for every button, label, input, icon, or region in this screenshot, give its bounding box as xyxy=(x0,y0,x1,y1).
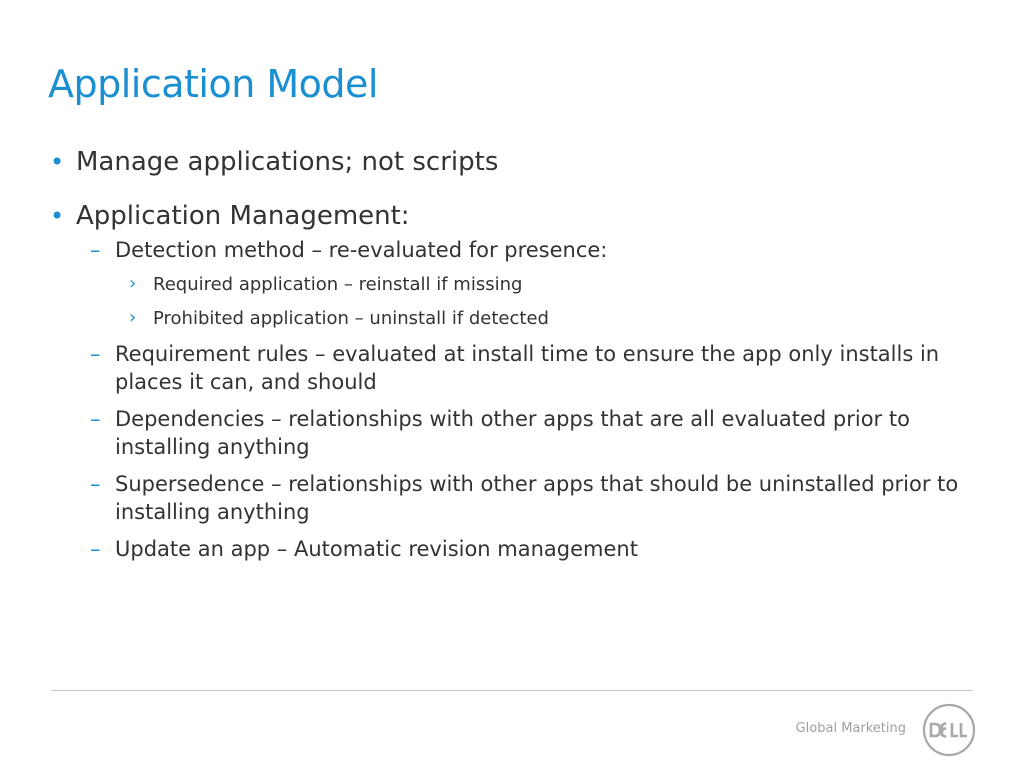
slide-title: Application Model xyxy=(48,62,378,106)
bullet-marker: • xyxy=(50,148,65,176)
sub-bullet-text: Supersedence – relationships with other apps that should be uninstalled prior to installing anything xyxy=(115,472,959,524)
dell-logo-icon xyxy=(922,703,976,757)
sub-bullet-item xyxy=(90,340,971,396)
sub-sub-bullet-text: Prohibited application – uninstall if detected xyxy=(153,308,549,329)
sub-bullet-text: Update an app – Automatic revision management xyxy=(115,537,638,561)
dash-marker: – xyxy=(90,537,101,561)
bullet-text: Application Management: xyxy=(76,201,410,231)
sub-bullet-text: Requirement rules – evaluated at install time to ensure the app only installs in places it can, and should xyxy=(115,342,940,394)
footer-divider xyxy=(51,690,973,691)
bullet-item xyxy=(48,200,978,232)
sub-bullet-item xyxy=(90,535,971,563)
bullet-list xyxy=(48,146,978,563)
bullet-text: Manage applications; not scripts xyxy=(76,147,499,177)
sub-bullet-item xyxy=(90,236,971,264)
sub-sub-bullet-text: Required application – reinstall if missing xyxy=(153,274,523,295)
sub-bullet-item xyxy=(90,470,971,526)
bullet-item xyxy=(48,146,978,178)
dash-marker: – xyxy=(90,342,101,366)
chevron-marker: › xyxy=(129,273,137,294)
dash-marker: – xyxy=(90,472,101,496)
dash-marker: – xyxy=(90,407,101,431)
sub-sub-bullet-item xyxy=(129,273,978,297)
bullet-marker: • xyxy=(50,202,65,230)
sub-bullet-text: Dependencies – relationships with other apps that are all evaluated prior to installing anything xyxy=(115,407,910,459)
footer-label: Global Marketing xyxy=(795,721,906,736)
dash-marker: – xyxy=(90,238,101,262)
sub-sub-bullet-item xyxy=(129,307,978,331)
sub-bullet-item xyxy=(90,405,971,461)
sub-bullet-text: Detection method – re-evaluated for presence: xyxy=(115,238,608,262)
chevron-marker: › xyxy=(129,307,137,328)
